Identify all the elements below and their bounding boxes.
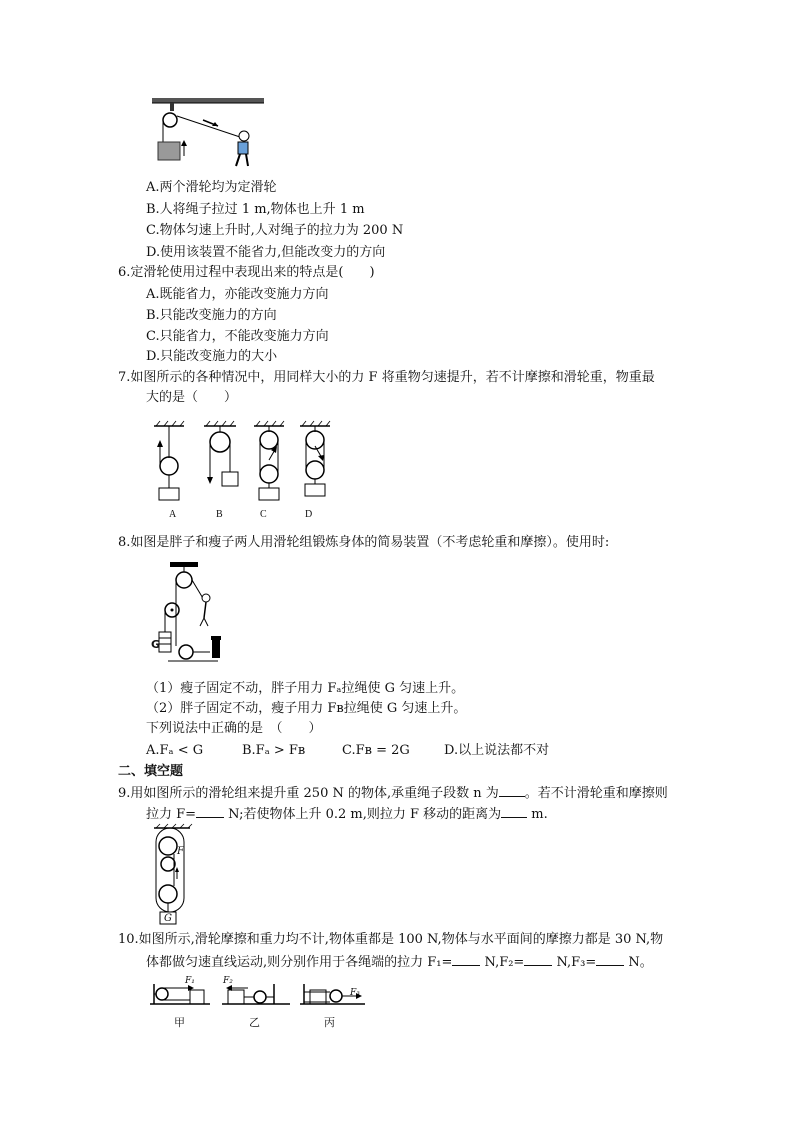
q9-blank-n[interactable] [499, 783, 525, 797]
q10-blank-f1[interactable] [452, 952, 480, 966]
q5-option-a: A.两个滑轮均为定滑轮 [146, 180, 277, 195]
q7-label-a: A [169, 509, 177, 520]
q5-option-c: C.物体匀速上升时,人对绳子的拉力为 200 N [146, 223, 404, 238]
q10-force-label-2: F₂ [223, 976, 233, 986]
q8-option-d: D.以上说法都不对 [444, 743, 550, 758]
section2-title: 二、填空题 [118, 764, 184, 779]
q8-g-label: G [151, 638, 161, 651]
q9-g-label: G [164, 913, 172, 924]
q10-line2 [146, 952, 653, 972]
q10-line2-text-d: N。 [624, 955, 653, 970]
q6-stem: 6.定滑轮使用过程中表现出来的特点是( ) [118, 265, 375, 280]
q9-line2 [146, 804, 548, 824]
q6-option-b: B.只能改变施力的方向 [146, 308, 277, 323]
q6-option-a: A.既能省力，亦能改变施力方向 [146, 287, 329, 302]
q8-option-c: C.Fʙ = 2G [342, 743, 410, 758]
q7-label-c: C [260, 509, 267, 520]
q9-pulley-figure [150, 824, 200, 926]
q8-ask: 下列说法中正确的是 （ ） [146, 721, 322, 736]
q7-pulley-figure [150, 420, 340, 520]
q6-option-d: D.只能改变施力的大小 [146, 349, 278, 364]
q8-option-a: A.Fₐ < G [146, 743, 204, 758]
q9-line1 [118, 783, 668, 803]
q5-option-d: D.使用该装置不能省力,但能改变力的方向 [146, 245, 386, 260]
q10-line2-text-c: N,F₃= [552, 955, 597, 970]
q8-case2: （2）胖子固定不动，瘦子用力 Fʙ拉绳使 G 匀速上升。 [146, 701, 467, 716]
q10-blank-f2[interactable] [524, 952, 552, 966]
q10-force-label-3: F₃ [350, 988, 360, 998]
q6-option-c: C.只能省力，不能改变施力方向 [146, 329, 329, 344]
q7-label-d: D [305, 509, 313, 520]
q10-line2-text-b: N,F₂= [480, 955, 525, 970]
q9-line1-text-a: 9.用如图所示的滑轮组来提升重 250 N 的物体,承重绳子段数 n 为 [118, 786, 499, 801]
q9-blank-distance[interactable] [501, 804, 527, 818]
q9-line2-text-a: 拉力 F= [146, 807, 197, 822]
q8-option-b: B.Fₐ > Fʙ [242, 743, 306, 758]
q10-blank-f3[interactable] [596, 952, 624, 966]
q7-stem-line1: 7.如图所示的各种情况中，用同样大小的力 F 将重物匀速提升，若不计摩擦和滑轮重，物重最 [118, 370, 655, 385]
q10-fig-label-jia: 甲 [174, 1016, 185, 1029]
q7-stem-line2: 大的是（ ） [146, 390, 238, 405]
q10-fig-label-bing: 丙 [324, 1016, 335, 1029]
q9-line2-text-b: N;若使物体上升 0.2 m,则拉力 F 移动的距离为 [224, 807, 502, 822]
q10-fig-label-yi: 乙 [249, 1016, 260, 1029]
q10-line1: 10.如图所示,滑轮摩擦和重力均不计,物体重都是 100 N,物体与水平面间的摩擦力都是 30 N,物 [118, 932, 664, 947]
q10-line2-text-a: 体都做匀速直线运动,则分别作用于各绳端的拉力 F₁= [146, 955, 453, 970]
q9-blank-force[interactable] [196, 804, 224, 818]
q9-line2-text-c: m. [527, 807, 548, 822]
q9-f-label: F [177, 846, 184, 857]
q8-case1: （1）瘦子固定不动，胖子用力 Fₐ拉绳使 G 匀速上升。 [146, 681, 465, 696]
q5-option-b: B.人将绳子拉过 1 m,物体也上升 1 m [146, 202, 365, 217]
q10-force-label-1: F₁ [185, 976, 195, 986]
q9-line1-text-b: 。若不计滑轮重和摩擦则 [524, 786, 668, 801]
q7-label-b: B [216, 509, 223, 520]
q8-stem: 8.如图是胖子和瘦子两人用滑轮组锻炼身体的简易装置（不考虑轮重和摩擦）。使用时: [118, 535, 610, 550]
q5-pulley-figure [148, 96, 268, 174]
